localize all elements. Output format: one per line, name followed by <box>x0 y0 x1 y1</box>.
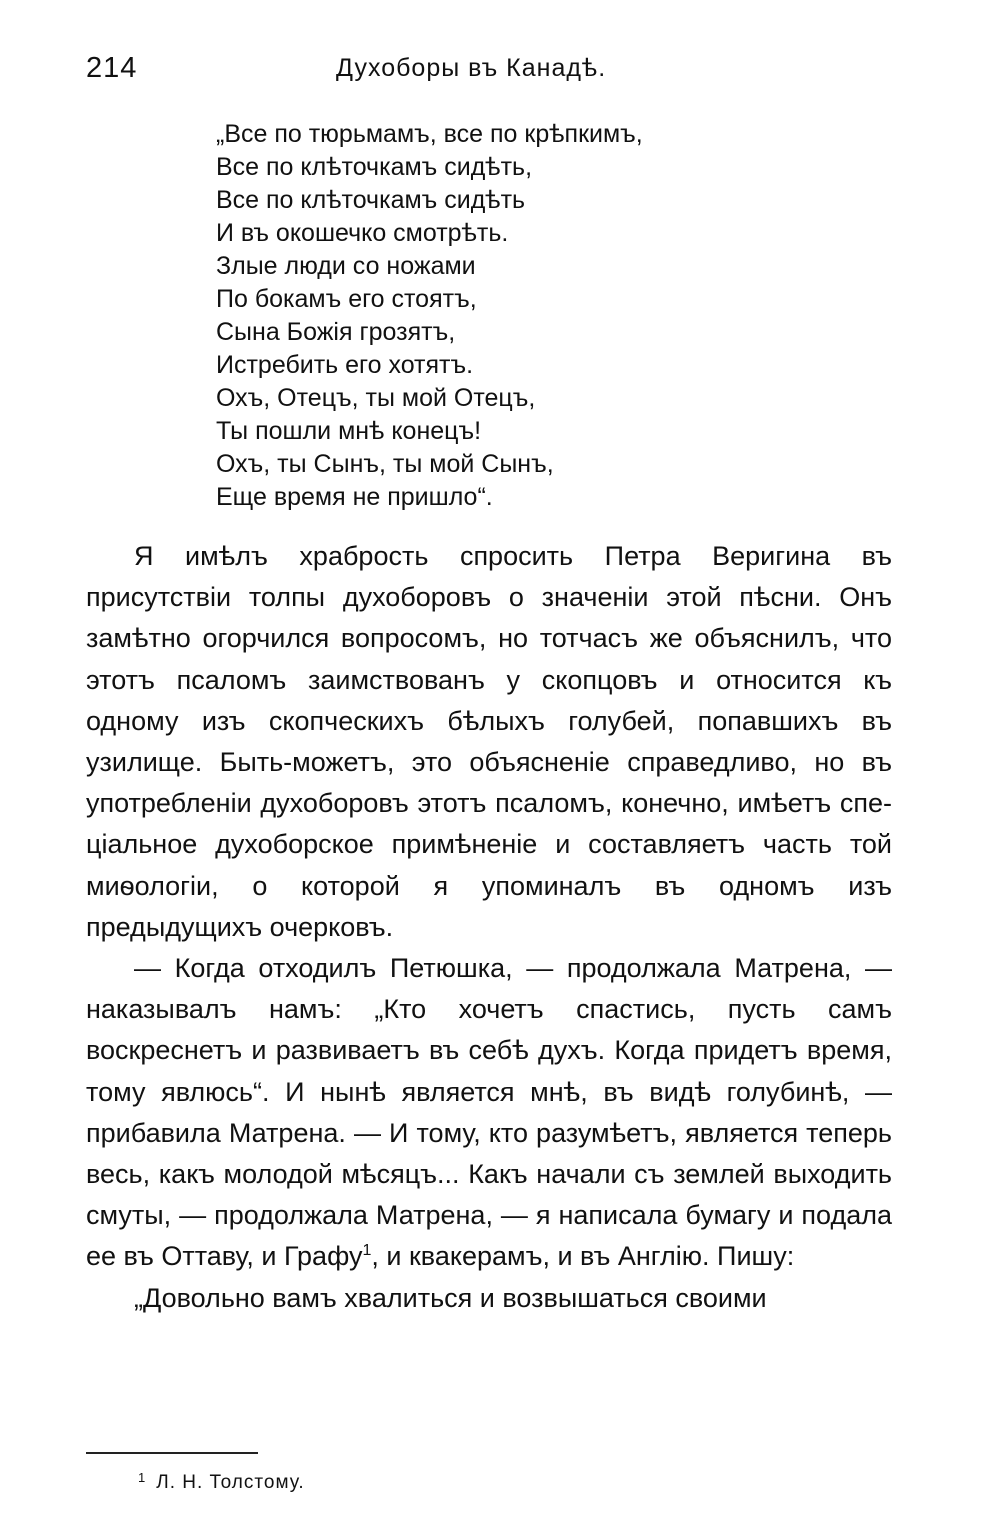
footnote-divider <box>86 1452 258 1454</box>
verse-line: Охъ, ты Сынъ, ты мой Сынъ, <box>216 450 554 478</box>
verse-line: „Все по тюрьмамъ, все по крѣпкимъ, <box>216 120 643 148</box>
paragraph <box>86 948 892 1278</box>
running-head: Духоборы въ Канадѣ. <box>336 54 607 82</box>
footnote-mark: 1 <box>138 1470 147 1485</box>
verse-line: Все по клѣточкамъ сидѣть, <box>216 153 533 181</box>
verse-line: Истребить его хотятъ. <box>216 351 474 379</box>
verse-line: По бокамъ его стоятъ, <box>216 285 477 313</box>
verse-line: Сына Божія грозятъ, <box>216 318 456 346</box>
page-header <box>86 48 892 92</box>
verse-line: Все по клѣточкамъ сидѣть <box>216 186 526 214</box>
footnote-text: Л. Н. Толстому. <box>156 1472 305 1493</box>
paragraph: „Довольно вамъ хвалиться и возвышаться своими <box>134 1282 767 1313</box>
verse-line: Ты пошли мнѣ конецъ! <box>216 417 482 445</box>
verse-line: Охъ, Отецъ, ты мой Отецъ, <box>216 384 536 412</box>
paragraph-text: , и квакерамъ, и въ Англію. Пишу: <box>371 1241 795 1272</box>
footnote-reference[interactable]: 1 <box>362 1242 372 1260</box>
psalm-verse <box>216 118 816 514</box>
verse-line: Злые люди со ножами <box>216 252 476 280</box>
paragraph-text: — Когда отходилъ Петюшка, — продолжала Матрена, — наказывалъ намъ: „Кто хочетъ спастись, пусть самъ воскреснетъ и развиваетъ въ себѣ духъ. Когда придетъ время, тому явлюсь“. И нынѣ является мнѣ, въ видѣ голубинѣ, — прибавила Матрена. — И тому, кто разумѣетъ, является теперь весь, какъ молодой мѣсяцъ... Какъ начали съ землей выходить смуты, — продолжала Матрена, — я написала бумагу и подала ее въ Оттаву, и Графу <box>86 953 892 1272</box>
footnote <box>138 1470 305 1494</box>
verse-line: И въ окошечко смотрѣть. <box>216 219 509 247</box>
paragraph: Я имѣлъ храбрость спросить Петра Веригина въ присутствіи толпы духоборовъ о значеніи этой пѣсни. Онъ замѣтно огорчился вопросомъ, но тотчасъ же объяснилъ, что этотъ псаломъ заимствованъ у скопцовъ и относится къ одному изъ скопческихъ бѣлыхъ голубей, попавшихъ въ узилище. Быть-можетъ, это объясненіе справедливо, но въ употребленіи духоборовъ этотъ псаломъ, конечно, имѣетъ спеціальное духоборское примѣненіе и составляетъ часть той миѳологіи, о которой я упоминалъ въ одномъ изъ предыдущихъ очерковъ. <box>86 541 892 942</box>
page-number: 214 <box>86 52 138 84</box>
body-text <box>86 536 892 1319</box>
verse-line: Еще время не пришло“. <box>216 483 493 511</box>
